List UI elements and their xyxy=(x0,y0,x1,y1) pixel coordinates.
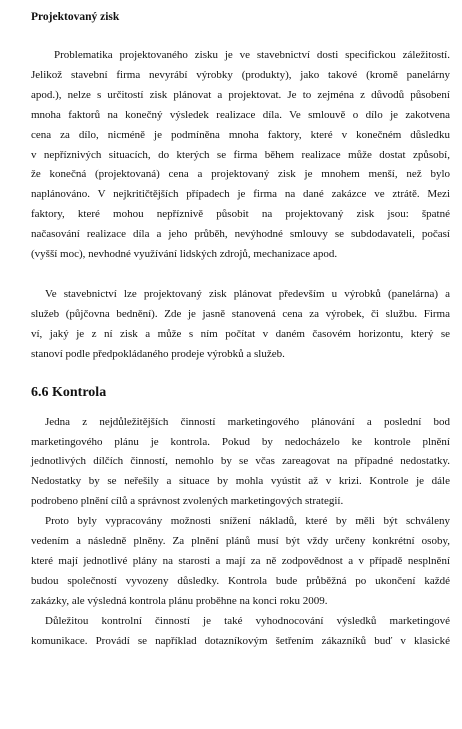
text-line: služeb (půjčovna bednění). Zde je jasně stanovená cena za výrobek, či službu. Firma xyxy=(31,307,450,320)
text-line: Jedna z nejdůležitějších činností marketingového plánování a poslední bod xyxy=(45,415,450,428)
text-line: Nedostatky by se neřešily a situace by mohla vyústit až v krizi. Kontrole je dále xyxy=(31,475,450,488)
text-line: cena za dílo, nicméně je podmíněna mnoha faktory, které v konečném důsledku xyxy=(31,128,450,141)
paragraph-communication-evaluation xyxy=(31,612,450,652)
text-line: marketingového plánu je kontrola. Pokud by nedocházelo ke kontrole plnění xyxy=(31,435,450,448)
paragraph-control-intro xyxy=(31,413,450,513)
text-line: naplánováno. V nejkritičtějších případech je firma na dané zakázce ve ztrátě. Mezi xyxy=(31,188,450,201)
text-line: v nepříznivých situacích, do kterých se firma během realizace může dostat způsobí, xyxy=(31,148,450,161)
text-line: apod.), nelze s určitostí zisk plánovat a projektovat. Je to zejména z důvodů působení xyxy=(31,88,450,101)
text-line: stanoví podle předpokládaného prodeje výrobků a služeb. xyxy=(31,347,285,360)
text-line: jednotlivých dílčích činností, nemohlo by se včas zareagovat na případné nedostatky. xyxy=(31,455,450,468)
text-line: mnoha faktorů na konečný výsledek realizace díla. Ve smlouvě o dílo je zakotvena xyxy=(31,108,450,121)
text-line: faktory, které mohou nepříznivě působit na projektovaný zisk jsou: špatné xyxy=(31,208,450,221)
text-line: Proto byly vypracovány možnosti snížení nákladů, které by měli být schváleny xyxy=(45,515,450,528)
text-line: (vyšší moc), nevhodné využívání lidských zdrojů, mechanizace apod. xyxy=(31,248,338,261)
paragraph-cost-reduction xyxy=(31,512,450,612)
document-page xyxy=(0,10,462,729)
text-line: budou společností vyvozeny důsledky. Kontrola bude průběžná po ukončení každé xyxy=(31,574,450,587)
text-line: načasování realizace díla a jeho průběh, nevýhodné smlouvy se subdodavateli, počasí xyxy=(31,228,450,241)
text-line: Ve stavebnictví lze projektovaný zisk plánovat především u výrobků (panelárna) a xyxy=(45,287,450,300)
section-heading: 6.6 Kontrola xyxy=(31,384,107,400)
text-line: ví, jaký je z ní zisk a může s ním počítat v daném časovém horizontu, který se xyxy=(31,327,450,340)
text-line: Důležitou kontrolní činností je také vyhodnocování výsledků marketingové xyxy=(45,614,450,627)
text-line: vedením a následně plněny. Za plnění plánů musí být vždy určeny konkrétní osoby, xyxy=(31,535,450,548)
text-line: zakázky, ale výsledná kontrola plánu proběhne na konci roku 2009. xyxy=(31,594,328,607)
subheading: Projektovaný zisk xyxy=(31,11,120,23)
paragraph-products-services xyxy=(31,285,450,365)
text-line: podrobeno plnění cílů a správnost zvolených marketingových strategií. xyxy=(31,495,344,508)
paragraph-projected-profit xyxy=(31,46,450,265)
text-line: Jelikož stavební firma nevyrábí výrobky (produkty), jako takové (kromě panelárny xyxy=(31,68,450,81)
text-line: které mají jednotlivé plány na starosti a mají za ně zodpovědnost a v případě nesplnění xyxy=(31,554,450,567)
text-line: komunikace. Provádí se například dotazníkovým šetřením zákazníků buď v klasické xyxy=(31,634,450,647)
text-line: Problematika projektovaného zisku je ve stavebnictví dosti specifickou záležitostí. xyxy=(54,49,450,61)
text-line: že konečná (projektovaná) cena a projektovaný zisk je mnohem menší, než bylo xyxy=(31,168,450,181)
